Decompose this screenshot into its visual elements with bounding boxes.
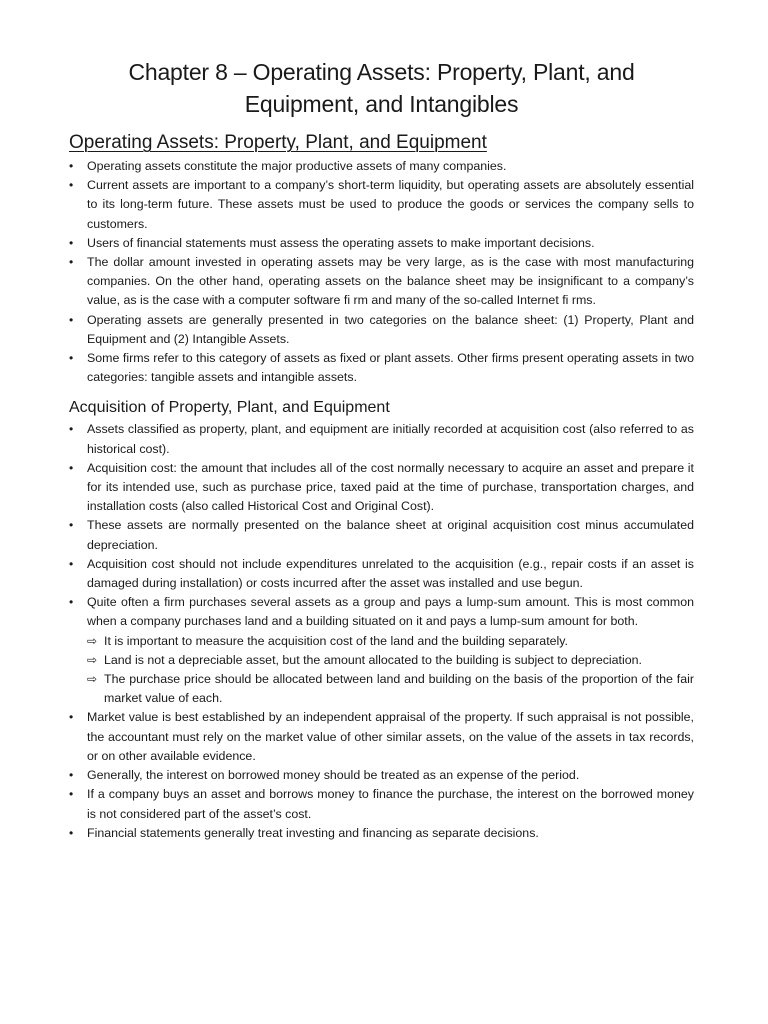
bullet-item: • Market value is best established by an independent appraisal of the property. If such appraisal is not possible, the accountant must rely on the market value of other similar assets, on the value of the assets in tax records, or on other available evidence. [69,708,694,766]
bullet-item: • Operating assets constitute the major productive assets of many companies. [69,157,694,176]
sub-bullet-list [87,632,694,709]
arrow-icon: ⇨ [87,672,98,687]
bullet-item: • Operating assets are generally presented in two categories on the balance sheet: (1) Property, Plant and Equipment and (2) Intangible Assets. [69,311,694,349]
bullet-item: • Generally, the interest on borrowed money should be treated as an expense of the period. [69,766,694,785]
sub-bullet-item [87,651,694,670]
sub-bullet-text: The purchase price should be allocated between land and building on the basis of the proportion of the fair market value of each. [104,672,694,706]
chapter-title: Chapter 8 – Operating Assets: Property, Plant, and Equipment, and Intangibles [128,59,635,117]
bullet-item: • The dollar amount invested in operating assets may be very large, as is the case with most manufacturing companies. On the other hand, operating assets on the balance sheet may be insignificant to a company’s value, as is the case with a computer software fi rm and many of the so-called Internet fi rms. [69,253,694,311]
section-heading-acquisition: Acquisition of Property, Plant, and Equipment [69,399,390,417]
section2-bullet-list [69,420,694,842]
bullet-item-with-subitems [69,593,694,708]
sub-bullet-text: Land is not a depreciable asset, but the amount allocated to the building is subject to depreciation. [104,652,642,667]
bullet-item: • Financial statements generally treat investing and financing as separate decisions. [69,824,694,843]
bullet-item: • Acquisition cost: the amount that includes all of the cost normally necessary to acquire an asset and prepare it for its intended use, such as purchase price, taxed paid at the time of purchase, transportation charges, and installation costs (also called Historical Cost and Original Cost). [69,459,694,517]
arrow-icon: ⇨ [87,633,98,648]
arrow-icon: ⇨ [87,652,98,667]
sub-bullet-item [87,670,694,708]
bullet-item: • Users of financial statements must assess the operating assets to make important decisions. [69,234,694,253]
bullet-item: • Some firms refer to this category of assets as fixed or plant assets. Other firms present operating assets in two categories: tangible assets and intangible assets. [69,349,694,387]
bullet-item: • These assets are normally presented on the balance sheet at original acquisition cost minus accumulated depreciation. [69,516,694,554]
section-heading-operating-assets: Operating Assets: Property, Plant, and Equipment [69,132,487,153]
sub-bullet-item [87,632,694,651]
bullet-item: • Assets classified as property, plant, and equipment are initially recorded at acquisition cost (also referred to as historical cost). [69,420,694,458]
bullet-item: • If a company buys an asset and borrows money to finance the purchase, the interest on the borrowed money is not considered part of the asset’s cost. [69,785,694,823]
bullet-text: Quite often a firm purchases several assets as a group and pays a lump-sum amount. This is most common when a company purchases land and a building situated on it and pays a lump-sum amount for both. [87,595,694,629]
bullet-item: • Current assets are important to a company’s short-term liquidity, but operating assets are absolutely essential to its long-term future. These assets must be used to produce the goods or services the company sells to customers. [69,176,694,234]
section1-bullet-list [69,157,694,387]
sub-bullet-text: It is important to measure the acquisition cost of the land and the building separately. [104,633,569,648]
bullet-item: • Acquisition cost should not include expenditures unrelated to the acquisition (e.g., repair costs if an asset is damaged during installation) or costs incurred after the asset was installed and use begun. [69,555,694,593]
